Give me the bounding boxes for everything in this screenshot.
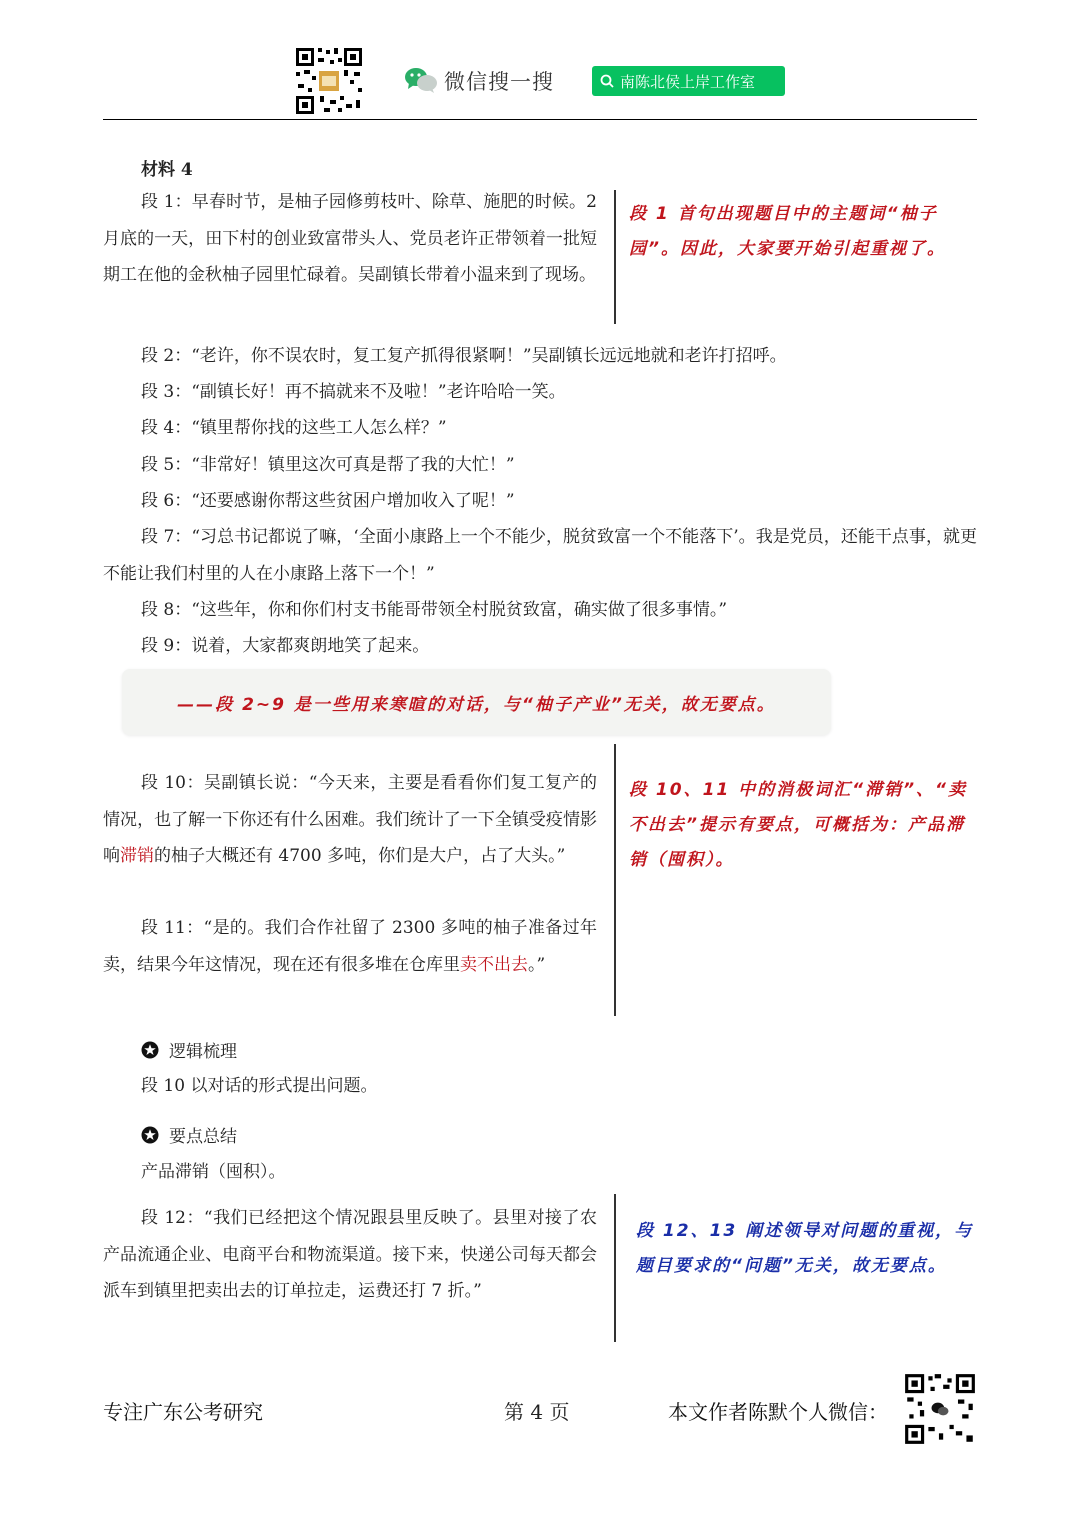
paragraph-3: 段 3：“副镇长好！再不搞就来不及啦！”老许哈哈一笑。 bbox=[141, 382, 566, 402]
paragraph-11-text-a: 段 11：“是的。我们合作社留了 2300 多吨的柚子准备过年卖，结果今年这情况，现在还有很多堆在仓库里 bbox=[103, 918, 597, 975]
annotation-note-2: 段 10、11 中的消极词汇“滞销”、“卖不出去”提示有要点，可概括为：产品滞销（囤积）。 bbox=[629, 780, 967, 870]
paragraph-5: 段 5：“非常好！镇里这次可真是帮了我的大忙！” bbox=[141, 455, 515, 475]
paragraph-10 bbox=[103, 765, 597, 875]
highlight-stagnant: 滞销 bbox=[120, 846, 154, 866]
paragraph-11-text-b: 。” bbox=[528, 954, 546, 975]
header-qr-code bbox=[294, 46, 364, 116]
annotation-note-3: 段 12、13 阐述领导对问题的重视，与题目要求的“问题”无关，故无要点。 bbox=[636, 1221, 974, 1276]
summary-text: 产品滞销（囤积）。 bbox=[141, 1162, 286, 1182]
paragraph-10-text-a: 段 10：吴副镇长说：“今天来，主要是看看你们复工复产的情况，也了解一下你还有什么困难。我们统计了一下全镇受疫情影响 bbox=[103, 773, 597, 866]
logic-title-text: 逻辑梳理 bbox=[169, 1042, 237, 1062]
footer-left-text: 专注广东公考研究 bbox=[103, 1400, 263, 1424]
star-bullet-icon bbox=[141, 1126, 159, 1144]
annotation-divider-3 bbox=[614, 1194, 616, 1342]
logic-text: 段 10 以对话的形式提出问题。 bbox=[141, 1076, 378, 1096]
summary-title-text: 要点总结 bbox=[169, 1127, 237, 1147]
paragraph-4: 段 4：“镇里帮你找的这些工人怎么样？” bbox=[141, 418, 447, 438]
annotation-divider-2 bbox=[614, 744, 616, 1016]
paragraph-12: 段 12：“我们已经把这个情况跟县里反映了。县里对接了农产品流通企业、电商平台和物流渠道。接下来，快递公司每天都会派车到镇里把卖出去的订单拉走，运费还打 7 折。” bbox=[103, 1208, 597, 1301]
search-icon bbox=[600, 74, 614, 88]
paragraph-2: 段 2：“老许，你不误农时，复工复产抓得很紧啊！”吴副镇长远远地就和老许打招呼。 bbox=[141, 346, 787, 366]
header-divider bbox=[103, 119, 977, 120]
search-pill-label: 南陈北侯上岸工作室 bbox=[620, 72, 756, 91]
paragraph-1: 段 1：早春时节，是柚子园修剪枝叶、除草、施肥的时候。2 月底的一天，田下村的创业致富带头人、党员老许正带领着一批短期工在他的金秋柚子园里忙碌着。吴副镇长带着小温来到了现场。 bbox=[103, 192, 597, 285]
paragraph-9: 段 9：说着，大家都爽朗地笑了起来。 bbox=[141, 636, 430, 656]
footer-qr-code bbox=[903, 1372, 977, 1446]
paragraph-10-text-b: 的柚子大概还有 4700 多吨，你们是大户，占了大头。” bbox=[154, 846, 566, 866]
highlight-unsold: 卖不出去 bbox=[460, 954, 528, 975]
wechat-search-text: 微信搜一搜 bbox=[444, 70, 554, 94]
paragraph-11 bbox=[103, 910, 597, 983]
star-bullet-icon bbox=[141, 1041, 159, 1059]
annotation-note-1: 段 1 首句出现题目中的主题词“柚子园”。因此，大家要开始引起重视了。 bbox=[629, 204, 946, 259]
page-number: 第 4 页 bbox=[504, 1400, 570, 1424]
logic-section-title bbox=[141, 1037, 237, 1062]
search-pill[interactable] bbox=[592, 66, 785, 96]
paragraph-8: 段 8：“这些年，你和你们村支书能哥带领全村脱贫致富，确实做了很多事情。” bbox=[141, 600, 728, 620]
wechat-logo-icon bbox=[404, 66, 438, 94]
paragraph-7: 段 7：“习总书记都说了嘛，‘全面小康路上一个不能少，脱贫致富一个不能落下’。我是党员，还能干点事，就更不能让我们村里的人在小康路上落下一个！” bbox=[103, 527, 977, 584]
paragraph-6: 段 6：“还要感谢你帮这些贫困户增加收入了呢！” bbox=[141, 491, 515, 511]
callout-note: ——段 2~9 是一些用来寒暄的对话，与“柚子产业”无关，故无要点。 bbox=[122, 669, 831, 735]
summary-section-title bbox=[141, 1122, 237, 1147]
material-title: 材料 4 bbox=[141, 160, 193, 180]
footer-right-text: 本文作者陈默个人微信： bbox=[668, 1400, 888, 1424]
annotation-divider-1 bbox=[614, 190, 616, 324]
